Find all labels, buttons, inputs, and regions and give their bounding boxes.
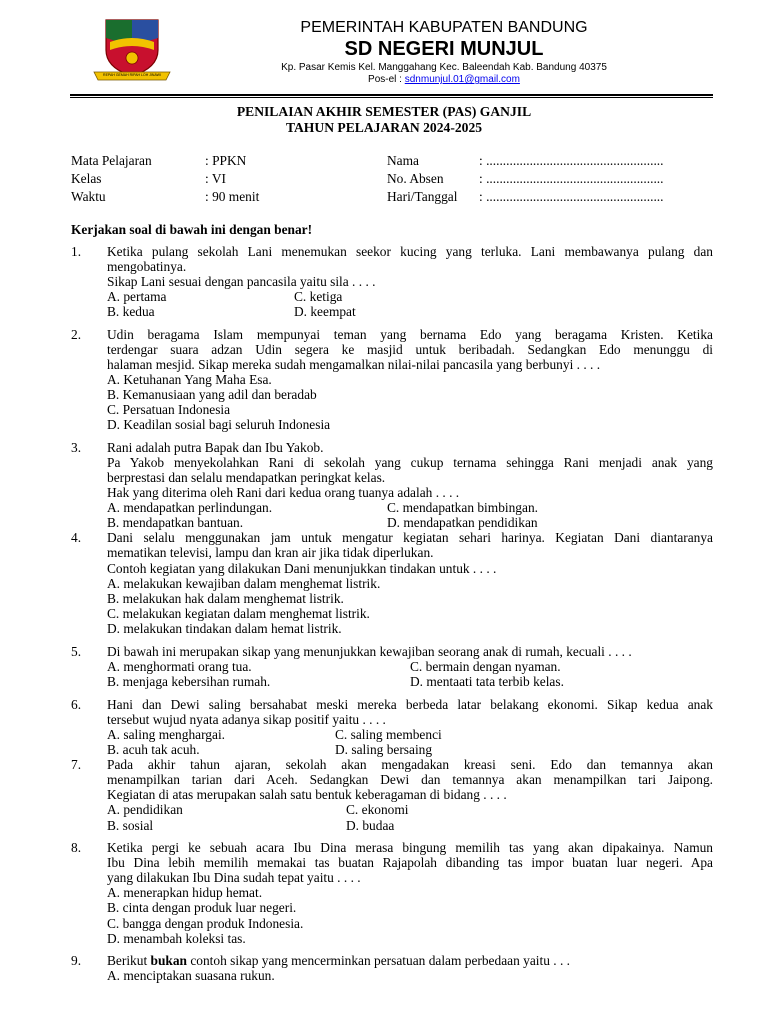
q8-option-a[interactable]: A. menerapkan hidup hemat. — [107, 885, 263, 900]
govt-name: PEMERINTAH KABUPATEN BANDUNG — [300, 19, 588, 36]
header-divider-thin — [70, 97, 713, 98]
q5-option-d[interactable]: D. mentaati tata terbib kelas. — [410, 674, 564, 689]
exam-year: TAHUN PELAJARAN 2024-2025 — [285, 120, 483, 135]
info-class-label: Kelas — [71, 171, 102, 186]
q8-text-line: Ketika pergi ke sebuah acara Ibu Dina merasa bingung memilih tas yang akan dipakainya. Namun — [107, 840, 713, 855]
q3-text-line: Rani adalah putra Bapak dan Ibu Yakob. — [107, 440, 324, 455]
q9-prompt-start: Berikut — [107, 953, 151, 968]
q1-option-b[interactable]: B. kedua — [107, 304, 155, 319]
q8-prompt: yang dilakukan Ibu Dina sudah tepat yaitu . . . . — [107, 870, 361, 885]
q5-prompt: Di bawah ini merupakan sikap yang menunjukkan kewajiban seorang anak di rumah, kecuali . . . . — [107, 644, 632, 659]
q8-option-d[interactable]: D. menambah koleksi tas. — [107, 931, 246, 946]
q2-option-d[interactable]: D. Keadilan sosial bagi seluruh Indonesia — [107, 417, 331, 432]
q9-prompt-emphasis: bukan — [150, 953, 187, 968]
q4-text-line: Dani selalu menggunakan jam untuk mengatur kegiatan sehari harinya. Kegiatan Dani diantaranya — [107, 530, 713, 545]
q1-option-a[interactable]: A. pertama — [107, 289, 167, 304]
q4-option-b[interactable]: B. melakukan hak dalam menghemat listrik. — [107, 591, 344, 606]
q5-option-c[interactable]: C. bermain dengan nyaman. — [410, 659, 561, 674]
q8-text-line: Ibu Dina lebih memilih memakai tas buatan Rajapolah dibanding tas impor buatan luar negeri. Apa — [107, 855, 713, 870]
q5-option-a[interactable]: A. menghormati orang tua. — [107, 659, 252, 674]
q1-number: 1. — [71, 244, 82, 259]
q3-number: 3. — [71, 440, 82, 455]
q6-option-b[interactable]: B. acuh tak acuh. — [107, 742, 200, 757]
info-name-field[interactable]: : ..................................................... — [479, 153, 664, 168]
info-absen-label: No. Absen — [387, 171, 444, 186]
q7-option-b[interactable]: B. sosial — [107, 818, 154, 833]
q6-text-line: Hani dan Dewi saling bersahabat meski mereka berbeda latar belakang ekonomi. Sikap kedua anak — [107, 697, 713, 712]
q8-option-b[interactable]: B. cinta dengan produk luar negeri. — [107, 900, 297, 915]
q2-option-a[interactable]: A. Ketuhanan Yang Maha Esa. — [107, 372, 272, 387]
instruction: Kerjakan soal di bawah ini dengan benar! — [71, 222, 313, 237]
q6-option-a[interactable]: A. saling menghargai. — [107, 727, 226, 742]
q4-text-line: mematikan televisi, lampu dan kran air jika tidak diperlukan. — [107, 545, 434, 560]
q4-number: 4. — [71, 530, 82, 545]
q6-option-d[interactable]: D. saling bersaing — [335, 742, 433, 757]
q4-prompt: Contoh kegiatan yang dilakukan Dani menunjukkan tindakan untuk . . . . — [107, 561, 497, 576]
info-date-field[interactable]: : ..................................................... — [479, 189, 664, 204]
info-subject-value: : PPKN — [205, 153, 247, 168]
q2-text-line: Udin beragama Islam mempunyai teman yang bernama Edo yang beragama Kristen. Ketika — [107, 327, 713, 342]
q4-option-a[interactable]: A. melakukan kewajiban dalam menghemat listrik. — [107, 576, 381, 591]
q9-prompt — [107, 953, 570, 968]
logo-ribbon-text: REPAH GEMAH RIPAH LOH JINAWI — [103, 73, 161, 77]
q7-prompt: Kegiatan di atas merupakan salah satu bentuk keberagaman di bidang . . . . — [107, 787, 507, 802]
q2-number: 2. — [71, 327, 82, 342]
q1-prompt: Sikap Lani sesuai dengan pancasila yaitu sila . . . . — [107, 274, 376, 289]
q8-option-c[interactable]: C. bangga dengan produk Indonesia. — [107, 916, 304, 931]
q7-option-c[interactable]: C. ekonomi — [346, 802, 409, 817]
q2-prompt: halaman mesjid. Sikap mereka sudah mengamalkan nilai-nilai pancasila yang berbunyi . . . . — [107, 357, 601, 372]
q8-number: 8. — [71, 840, 82, 855]
school-email-line — [0, 74, 768, 85]
q4-option-c[interactable]: C. melakukan kegiatan dalam menghemat listrik. — [107, 606, 370, 621]
q2-option-b[interactable]: B. Kemanusiaan yang adil dan beradab — [107, 387, 317, 402]
q2-text-line: terdengar suara adzan Udin segera ke masjid untuk beribadah. Sedangkan Edo menunggu di — [107, 342, 713, 357]
q9-prompt-end: contoh sikap yang mencerminkan persatuan dalam perbedaan yaitu . . . — [187, 953, 570, 968]
q1-option-c[interactable]: C. ketiga — [294, 289, 343, 304]
q3-option-c[interactable]: C. mendapatkan bimbingan. — [387, 500, 538, 515]
q5-number: 5. — [71, 644, 82, 659]
q6-option-c[interactable]: C. saling membenci — [335, 727, 442, 742]
q3-prompt: Hak yang diterima oleh Rani dari kedua orang tuanya adalah . . . . — [107, 485, 460, 500]
q3-option-b[interactable]: B. mendapatkan bantuan. — [107, 515, 244, 530]
q4-option-d[interactable]: D. melakukan tindakan dalam hemat listrik. — [107, 621, 342, 636]
school-name: SD NEGERI MUNJUL — [344, 38, 544, 60]
q3-text-line: Pa Yakob menyekolahkan Rani di sekolah yang cukup ternama sehingga Rani menjadi anak yang — [107, 455, 713, 470]
info-absen-field[interactable]: : ..................................................... — [479, 171, 664, 186]
info-class-value: : VI — [205, 171, 226, 186]
q6-number: 6. — [71, 697, 82, 712]
q7-text-line: menampilkan tarian dari Aceh. Sedangkan Dewi dan temannya akan menampilkan tari Jaipong. — [107, 772, 713, 787]
q6-prompt: tersebut wujud nyata adanya sikap positif yaitu . . . . — [107, 712, 386, 727]
q1-text-line: mengobatinya. — [107, 259, 187, 274]
q7-option-d[interactable]: D. budaa — [346, 818, 395, 833]
info-date-label: Hari/Tanggal — [387, 189, 458, 204]
q3-option-a[interactable]: A. mendapatkan perlindungan. — [107, 500, 273, 515]
q2-option-c[interactable]: C. Persatuan Indonesia — [107, 402, 231, 417]
q9-number: 9. — [71, 953, 82, 968]
q7-option-a[interactable]: A. pendidikan — [107, 802, 183, 817]
q1-option-d[interactable]: D. keempat — [294, 304, 356, 319]
info-subject-label: Mata Pelajaran — [71, 153, 152, 168]
header-divider-thick — [70, 94, 713, 96]
info-time-value: : 90 menit — [205, 189, 260, 204]
q5-option-b[interactable]: B. menjaga kebersihan rumah. — [107, 674, 271, 689]
school-address: Kp. Pasar Kemis Kel. Manggahang Kec. Baleendah Kab. Bandung 40375 — [281, 62, 607, 73]
email-link[interactable]: sdnmunjul.01@gmail.com — [404, 74, 520, 85]
q7-text-line: Pada akhir tahun ajaran, sekolah akan mengadakan kreasi seni. Edo dan temannya akan — [107, 757, 713, 772]
q3-option-d[interactable]: D. mendapatkan pendidikan — [387, 515, 538, 530]
q7-number: 7. — [71, 757, 82, 772]
q3-text-line: berprestasi dan selalu mendapatkan peringkat kelas. — [107, 470, 386, 485]
exam-title: PENILAIAN AKHIR SEMESTER (PAS) GANJIL — [236, 104, 532, 119]
info-name-label: Nama — [387, 153, 419, 168]
q9-option-a[interactable]: A. menciptakan suasana rukun. — [107, 968, 275, 983]
q1-text-line: Ketika pulang sekolah Lani menemukan seekor kucing yang terluka. Lani membawanya pulang dan — [107, 244, 713, 259]
email-label: Pos-el : — [368, 74, 405, 85]
info-time-label: Waktu — [71, 189, 106, 204]
